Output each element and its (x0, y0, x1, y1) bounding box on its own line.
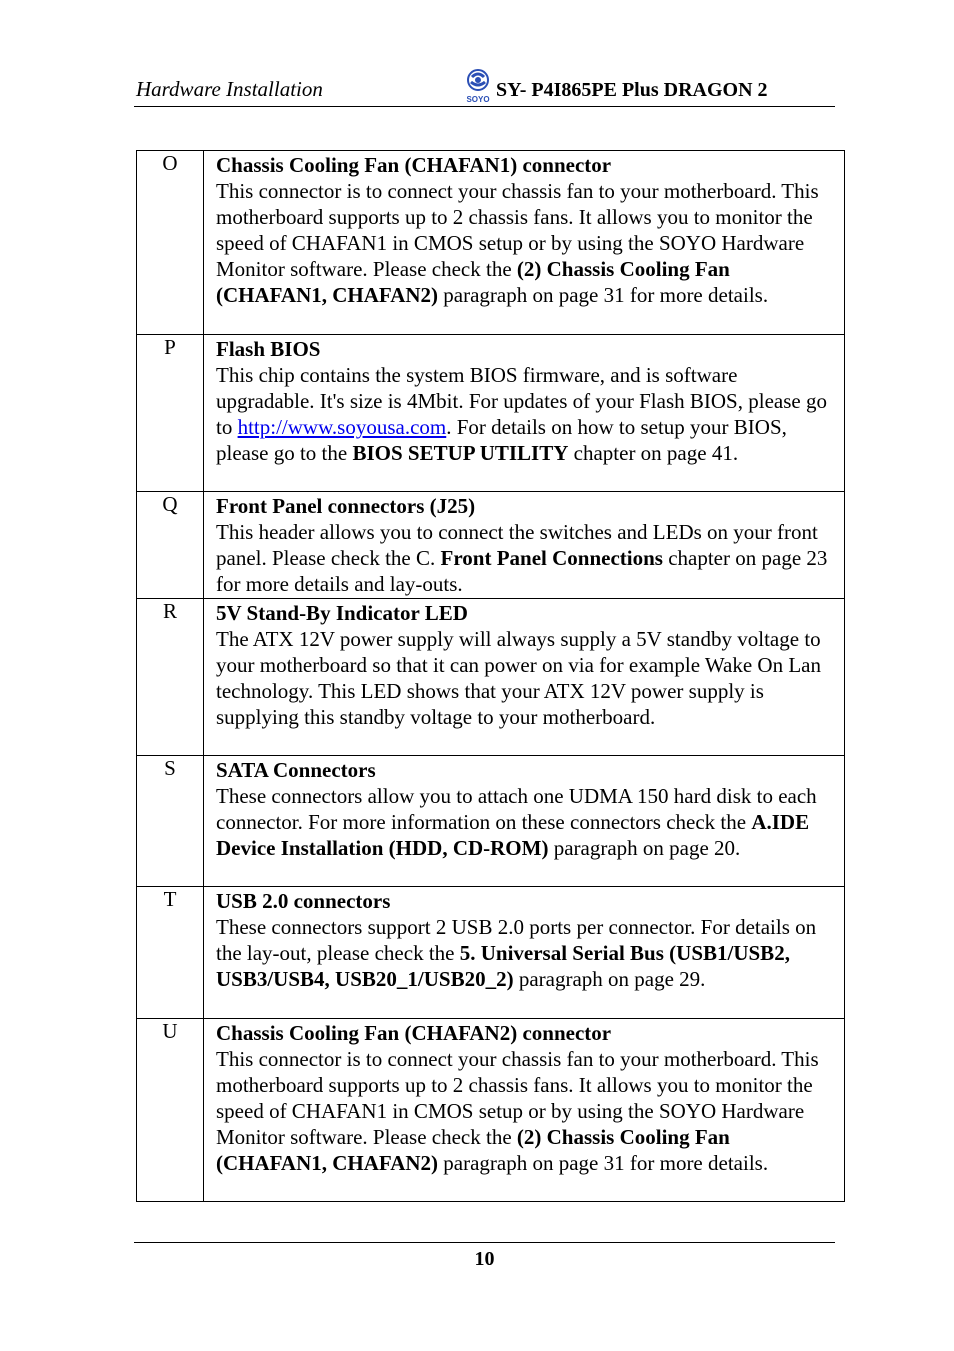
row-title: Chassis Cooling Fan (CHAFAN1) connector (216, 153, 612, 177)
row-description: SATA Connectors These connectors allow you to attach one UDMA 150 hard disk to each connector. For more information on these connectors check the A.IDE Device Installation (HDD, CD-ROM) paragraph on page 20. (204, 756, 845, 887)
row-title: SATA Connectors (216, 758, 376, 782)
row-letter: Q (137, 492, 204, 599)
table-row (137, 335, 845, 492)
component-table (136, 150, 845, 1202)
row-title: Flash BIOS (216, 337, 321, 361)
row-letter: R (137, 599, 204, 756)
soyo-logo-icon (462, 68, 494, 104)
footer-divider (134, 1242, 835, 1243)
row-title: Front Panel connectors (J25) (216, 494, 476, 518)
page-number: 10 (474, 1248, 495, 1270)
row-letter: T (137, 887, 204, 1019)
row-description: Chassis Cooling Fan (CHAFAN2) connector This connector is to connect your chassis fan to your motherboard. This motherboard supports up to 2 chassis fans. It allows you to monitor the speed of CHAFAN1 in CMOS setup or by using the SOYO Hardware Monitor software. Please check the (2) Chassis Cooling Fan (CHAFAN1, CHAFAN2) paragraph on page 31 for more details. (204, 1019, 845, 1202)
table-row (137, 492, 845, 599)
row-description: Chassis Cooling Fan (CHAFAN1) connector This connector is to connect your chassis fan to your motherboard. This motherboard supports up to 2 chassis fans. It allows you to monitor the speed of CHAFAN1 in CMOS setup or by using the SOYO Hardware Monitor software. Please check the (2) Chassis Cooling Fan (CHAFAN1, CHAFAN2) paragraph on page 31 for more details. (204, 151, 845, 335)
table-row (137, 756, 845, 887)
row-letter: U (137, 1019, 204, 1202)
row-letter: P (137, 335, 204, 492)
table-row (137, 599, 845, 756)
row-description: Front Panel connectors (J25) This header allows you to connect the switches and LEDs on your front panel. Please check the C. Front Panel Connections chapter on page 23 for more details and lay-outs. (204, 492, 845, 599)
row-description: 5V Stand-By Indicator LED The ATX 12V power supply will always supply a 5V standby voltage to your motherboard so that it can power on via for example Wake On Lan technology. This LED shows that your ATX 12V power supply is supplying this standby voltage to your motherboard. (204, 599, 845, 756)
svg-text:SOYO: SOYO (466, 95, 490, 104)
page-header (134, 66, 835, 107)
row-title: Chassis Cooling Fan (CHAFAN2) connector (216, 1021, 612, 1045)
row-description: Flash BIOS This chip contains the system BIOS firmware, and is software upgradable. It's size is 4Mbit. For updates of your Flash BIOS, please go to http://www.soyousa.com. For details on how to setup your BIOS, please go to the BIOS SETUP UTILITY chapter on page 41. (204, 335, 845, 492)
row-letter: O (137, 151, 204, 335)
row-title: USB 2.0 connectors (216, 889, 391, 913)
table-row (137, 151, 845, 335)
table-row (137, 887, 845, 1019)
row-description: USB 2.0 connectors These connectors support 2 USB 2.0 ports per connector. For details on the lay-out, please check the 5. Universal Serial Bus (USB1/USB2, USB3/USB4, USB20_1/USB20_2) paragraph on page 29. (204, 887, 845, 1019)
row-letter: S (137, 756, 204, 887)
section-title: Hardware Installation (136, 77, 323, 101)
model-title: SY- P4I865PE Plus DRAGON 2 (496, 79, 768, 101)
row-title: 5V Stand-By Indicator LED (216, 601, 468, 625)
table-row (137, 1019, 845, 1202)
soyo-website-link[interactable]: http://www.soyousa.com (237, 415, 447, 439)
header-brand (462, 68, 768, 104)
